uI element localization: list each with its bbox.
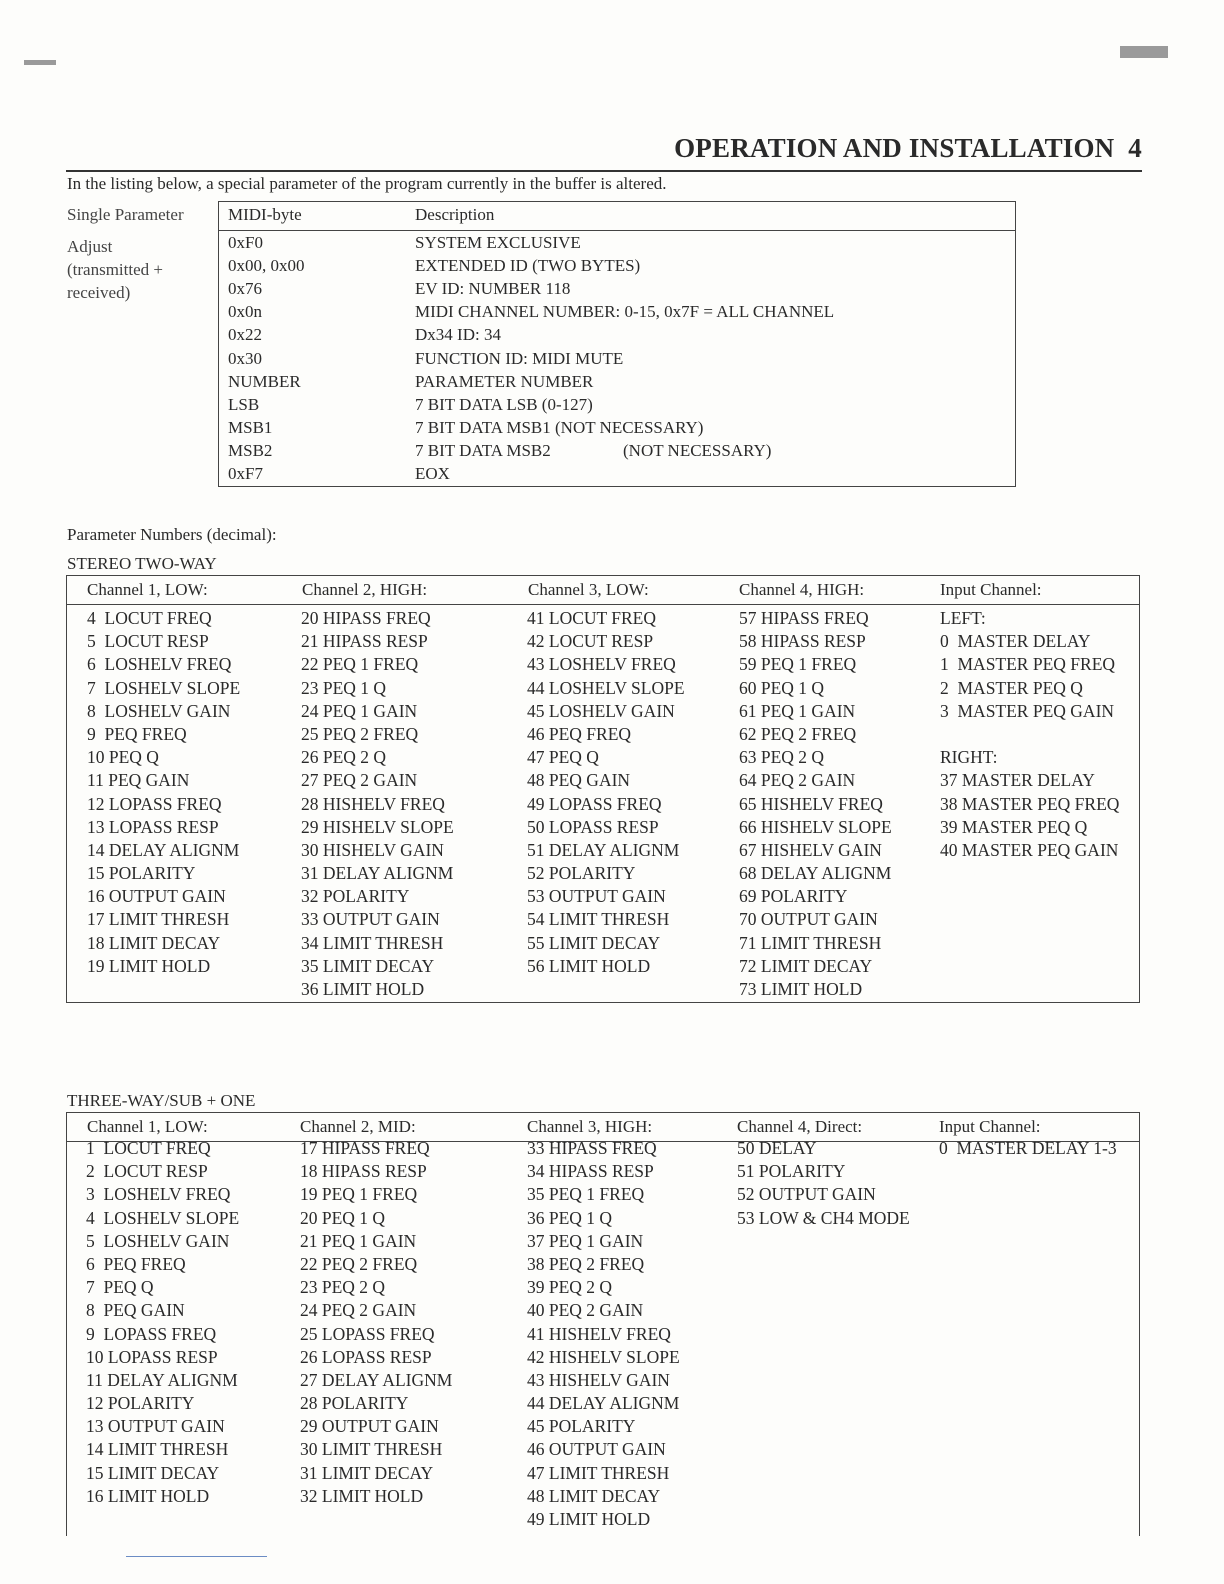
- param-item: 66 HISHELV SLOPE: [739, 816, 892, 837]
- param-item: 23 PEQ 1 Q: [301, 677, 387, 698]
- column-header: Channel 4, Direct:: [737, 1117, 863, 1136]
- description-cell: 7 BIT DATA LSB (0-127): [415, 394, 593, 414]
- param-item: 35 PEQ 1 FREQ: [527, 1184, 645, 1205]
- param-item: 43 HISHELV GAIN: [527, 1369, 670, 1390]
- threeway-label: THREE-WAY/SUB + ONE: [67, 1091, 256, 1110]
- description-note: (NOT NECESSARY): [623, 440, 772, 460]
- column-header: Input Channel:: [939, 1117, 1041, 1136]
- column-header: Channel 3, LOW:: [528, 580, 649, 599]
- threeway-table: [66, 1112, 1140, 1536]
- param-item: 17 LIMIT THRESH: [87, 909, 230, 930]
- column-header: Channel 2, HIGH:: [302, 580, 428, 599]
- param-item: 11 PEQ GAIN: [87, 770, 190, 791]
- param-item: 9 LOPASS FREQ: [86, 1323, 217, 1344]
- param-item: 25 PEQ 2 FREQ: [301, 723, 419, 744]
- stereo-table: [66, 575, 1140, 1003]
- sysex-row: [219, 464, 1015, 487]
- param-item: 5 LOSHELV GAIN: [86, 1230, 230, 1251]
- footer-line: [126, 1556, 267, 1557]
- column-header: Input Channel:: [940, 580, 1042, 599]
- param-item: 19 LIMIT HOLD: [87, 955, 211, 976]
- param-item: 3 MASTER PEQ GAIN: [940, 700, 1115, 721]
- param-item: 51 DELAY ALIGNM: [527, 839, 680, 860]
- sysex-row: [219, 418, 1015, 441]
- param-item: 33 HIPASS FREQ: [527, 1138, 657, 1158]
- page-header: [674, 133, 1142, 164]
- param-item: 14 LIMIT THRESH: [86, 1439, 229, 1460]
- param-item: RIGHT:: [940, 747, 998, 768]
- sysex-table-header: [219, 202, 1015, 231]
- param-item: 43 LOSHELV FREQ: [527, 654, 676, 675]
- param-item: LEFT:: [940, 608, 986, 628]
- param-item: 4 LOCUT FREQ: [87, 608, 212, 628]
- column-header: Channel 3, HIGH:: [527, 1117, 653, 1136]
- param-item: 24 PEQ 1 GAIN: [301, 700, 418, 721]
- param-item: 24 PEQ 2 GAIN: [300, 1300, 417, 1321]
- param-item: 40 MASTER PEQ GAIN: [940, 839, 1119, 860]
- description-cell: SYSTEM EXCLUSIVE: [415, 233, 581, 252]
- param-item: 35 LIMIT DECAY: [301, 955, 435, 976]
- param-numbers-label: Parameter Numbers (decimal):: [67, 525, 277, 544]
- param-item: 73 LIMIT HOLD: [739, 979, 863, 999]
- param-item: 21 HIPASS RESP: [301, 631, 428, 652]
- param-item: 22 PEQ 1 FREQ: [301, 654, 419, 675]
- param-item: 0 MASTER DELAY: [940, 631, 1091, 652]
- param-item: 21 PEQ 1 GAIN: [300, 1230, 417, 1251]
- param-item: 2 LOCUT RESP: [86, 1161, 208, 1182]
- param-item: 53 LOW & CH4 MODE: [737, 1207, 910, 1228]
- description-cell: Dx34 ID: 34: [415, 325, 501, 345]
- sysex-row: [219, 256, 1015, 279]
- param-item: 62 PEQ 2 FREQ: [739, 723, 857, 744]
- param-item: 46 PEQ FREQ: [527, 723, 632, 744]
- param-item: 67 HISHELV GAIN: [739, 839, 882, 860]
- sysex-row: [219, 441, 1015, 464]
- param-item: 37 MASTER DELAY: [940, 770, 1095, 791]
- param-item: 16 LIMIT HOLD: [86, 1485, 210, 1506]
- page-number: 4: [1128, 133, 1142, 163]
- intro-text: In the listing below, a special parameter of the program currently in the buffer is altered.: [67, 174, 667, 193]
- scan-mark-left: [24, 60, 56, 65]
- param-column: [527, 1138, 680, 1532]
- param-item: [940, 724, 1119, 747]
- param-item: 53 OUTPUT GAIN: [527, 886, 666, 907]
- param-item: 52 OUTPUT GAIN: [737, 1184, 876, 1205]
- param-item: 36 LIMIT HOLD: [301, 979, 425, 999]
- param-item: 69 POLARITY: [739, 886, 848, 907]
- param-item: 68 DELAY ALIGNM: [739, 863, 892, 884]
- param-column: [86, 1138, 239, 1509]
- param-item: 49 LIMIT HOLD: [527, 1509, 651, 1529]
- sysex-row: [219, 302, 1015, 325]
- param-item: 54 LIMIT THRESH: [527, 909, 670, 930]
- column-header: Channel 1, LOW:: [87, 1117, 208, 1136]
- param-item: 26 PEQ 2 Q: [301, 747, 387, 768]
- sysex-row: [219, 233, 1015, 256]
- param-item: 50 LOPASS RESP: [527, 816, 659, 837]
- sysex-table: [218, 201, 1016, 487]
- param-item: 33 OUTPUT GAIN: [301, 909, 440, 930]
- param-item: 4 LOSHELV SLOPE: [86, 1207, 240, 1228]
- column-header: Channel 1, LOW:: [87, 580, 208, 599]
- param-item: 0 MASTER DELAY 1-3: [939, 1138, 1117, 1158]
- param-item: 46 OUTPUT GAIN: [527, 1439, 666, 1460]
- param-item: 72 LIMIT DECAY: [739, 955, 873, 976]
- param-item: 38 PEQ 2 FREQ: [527, 1253, 645, 1274]
- param-item: 16 OUTPUT GAIN: [87, 886, 226, 907]
- param-item: 30 HISHELV GAIN: [301, 839, 444, 860]
- param-item: 39 PEQ 2 Q: [527, 1277, 613, 1298]
- param-item: 29 HISHELV SLOPE: [301, 816, 454, 837]
- sysex-row: [219, 395, 1015, 418]
- param-column: [87, 608, 240, 979]
- description-cell: EV ID: NUMBER 118: [415, 279, 571, 299]
- param-item: 20 HIPASS FREQ: [301, 608, 431, 628]
- param-item: 8 PEQ GAIN: [86, 1300, 185, 1321]
- param-item: 18 HIPASS RESP: [300, 1161, 427, 1182]
- description-cell: FUNCTION ID: MIDI MUTE: [415, 348, 624, 368]
- param-item: 41 HISHELV FREQ: [527, 1323, 671, 1344]
- param-column: [939, 1138, 1117, 1161]
- param-column: [527, 608, 685, 979]
- param-item: 55 LIMIT DECAY: [527, 932, 661, 953]
- param-item: 39 MASTER PEQ Q: [940, 816, 1088, 837]
- description-cell: 7 BIT DATA MSB2: [415, 440, 551, 460]
- param-item: 51 POLARITY: [737, 1161, 846, 1182]
- param-item: 6 LOSHELV FREQ: [87, 654, 232, 675]
- param-item: 61 PEQ 1 GAIN: [739, 700, 856, 721]
- param-item: 17 HIPASS FREQ: [300, 1138, 430, 1158]
- param-item: 15 LIMIT DECAY: [86, 1462, 220, 1483]
- midi-byte-cell: 0x76: [228, 279, 262, 299]
- midi-byte-cell: 0x22: [228, 325, 262, 345]
- param-item: 48 PEQ GAIN: [527, 770, 631, 791]
- sysex-row: [219, 372, 1015, 395]
- param-item: 14 DELAY ALIGNM: [87, 839, 240, 860]
- param-item: 25 LOPASS FREQ: [300, 1323, 435, 1344]
- param-item: 13 OUTPUT GAIN: [86, 1416, 225, 1437]
- header-title: OPERATION AND INSTALLATION: [674, 133, 1115, 163]
- param-item: 10 LOPASS RESP: [86, 1346, 218, 1367]
- param-column: [300, 1138, 452, 1509]
- stereo-label: STEREO TWO-WAY: [67, 554, 217, 573]
- param-item: 40 PEQ 2 GAIN: [527, 1300, 644, 1321]
- param-item: 45 POLARITY: [527, 1416, 636, 1437]
- param-item: 65 HISHELV FREQ: [739, 793, 883, 814]
- param-item: 63 PEQ 2 Q: [739, 747, 825, 768]
- param-item: 28 HISHELV FREQ: [301, 793, 445, 814]
- param-item: 52 POLARITY: [527, 863, 636, 884]
- param-item: 34 LIMIT THRESH: [301, 932, 444, 953]
- param-item: 42 LOCUT RESP: [527, 631, 654, 652]
- param-item: 1 MASTER PEQ FREQ: [940, 654, 1116, 675]
- param-item: 12 LOPASS FREQ: [87, 793, 222, 814]
- param-item: 71 LIMIT THRESH: [739, 932, 882, 953]
- param-item: 32 LIMIT HOLD: [300, 1485, 424, 1506]
- description-cell: EOX: [415, 464, 450, 483]
- param-item: 8 LOSHELV GAIN: [87, 700, 231, 721]
- param-item: 34 HIPASS RESP: [527, 1161, 654, 1182]
- param-item: 18 LIMIT DECAY: [87, 932, 221, 953]
- header-description: Description: [415, 205, 495, 224]
- param-item: 37 PEQ 1 GAIN: [527, 1230, 644, 1251]
- param-item: 19 PEQ 1 FREQ: [300, 1184, 418, 1205]
- param-item: 20 PEQ 1 Q: [300, 1207, 386, 1228]
- scan-mark-right: [1120, 46, 1168, 58]
- header-midi-byte: MIDI-byte: [228, 205, 302, 224]
- param-item: 23 PEQ 2 Q: [300, 1277, 386, 1298]
- midi-byte-cell: 0x30: [228, 348, 262, 368]
- param-item: 32 POLARITY: [301, 886, 410, 907]
- description-cell: MIDI CHANNEL NUMBER: 0-15, 0x7F = ALL CHANNEL: [415, 302, 835, 322]
- param-item: 30 LIMIT THRESH: [300, 1439, 443, 1460]
- midi-byte-cell: 0xF7: [228, 464, 263, 483]
- column-header: Channel 4, HIGH:: [739, 580, 865, 599]
- param-item: 3 LOSHELV FREQ: [86, 1184, 231, 1205]
- param-column: [940, 608, 1119, 863]
- param-item: 48 LIMIT DECAY: [527, 1485, 661, 1506]
- param-item: 11 DELAY ALIGNM: [86, 1369, 238, 1390]
- param-item: 49 LOPASS FREQ: [527, 793, 662, 814]
- param-item: 31 LIMIT DECAY: [300, 1462, 434, 1483]
- midi-byte-cell: MSB1: [228, 417, 273, 437]
- param-item: 44 DELAY ALIGNM: [527, 1393, 680, 1414]
- midi-byte-cell: 0x0n: [228, 302, 262, 322]
- param-item: 27 PEQ 2 GAIN: [301, 770, 418, 791]
- description-cell: PARAMETER NUMBER: [415, 371, 594, 391]
- param-column: [737, 1138, 910, 1231]
- param-item: 5 LOCUT RESP: [87, 631, 209, 652]
- midi-byte-cell: LSB: [228, 394, 260, 414]
- param-item: 47 LIMIT THRESH: [527, 1462, 670, 1483]
- column-header: Channel 2, MID:: [300, 1117, 416, 1136]
- param-item: 47 PEQ Q: [527, 747, 599, 768]
- sysex-row: [219, 349, 1015, 372]
- header-rule: [66, 170, 1142, 172]
- param-item: 29 OUTPUT GAIN: [300, 1416, 439, 1437]
- sysex-row: [219, 325, 1015, 348]
- param-item: 12 POLARITY: [86, 1393, 195, 1414]
- param-item: 70 OUTPUT GAIN: [739, 909, 878, 930]
- midi-byte-cell: 0x00, 0x00: [228, 256, 305, 276]
- param-item: 7 LOSHELV SLOPE: [87, 677, 241, 698]
- param-item: 59 PEQ 1 FREQ: [739, 654, 857, 675]
- param-item: 7 PEQ Q: [86, 1277, 154, 1298]
- param-item: 9 PEQ FREQ: [87, 723, 187, 744]
- param-item: 44 LOSHELV SLOPE: [527, 677, 685, 698]
- param-item: 36 PEQ 1 Q: [527, 1207, 613, 1228]
- param-item: 22 PEQ 2 FREQ: [300, 1253, 418, 1274]
- description-cell: EXTENDED ID (TWO BYTES): [415, 256, 641, 276]
- single-param-sublabel: Adjust (transmitted + received): [67, 237, 163, 302]
- param-item: 60 PEQ 1 Q: [739, 677, 825, 698]
- param-item: 28 POLARITY: [300, 1393, 409, 1414]
- midi-byte-cell: NUMBER: [228, 371, 301, 391]
- param-item: 6 PEQ FREQ: [86, 1253, 186, 1274]
- param-item: 2 MASTER PEQ Q: [940, 677, 1083, 698]
- single-param-label: Single Parameter: [67, 205, 184, 224]
- param-item: 56 LIMIT HOLD: [527, 955, 651, 976]
- param-item: 45 LOSHELV GAIN: [527, 700, 675, 721]
- param-item: 41 LOCUT FREQ: [527, 608, 656, 628]
- midi-byte-cell: MSB2: [228, 440, 273, 460]
- param-item: 50 DELAY: [737, 1138, 817, 1158]
- param-item: 13 LOPASS RESP: [87, 816, 219, 837]
- param-item: 26 LOPASS RESP: [300, 1346, 432, 1367]
- param-item: 31 DELAY ALIGNM: [301, 863, 454, 884]
- param-item: 27 DELAY ALIGNM: [300, 1369, 453, 1390]
- param-item: 1 LOCUT FREQ: [86, 1138, 211, 1158]
- param-item: 15 POLARITY: [87, 863, 196, 884]
- sysex-row: [219, 279, 1015, 302]
- midi-byte-cell: 0xF0: [228, 233, 263, 252]
- param-item: 38 MASTER PEQ FREQ: [940, 793, 1120, 814]
- param-column: [739, 608, 892, 1002]
- param-item: 64 PEQ 2 GAIN: [739, 770, 856, 791]
- description-cell: 7 BIT DATA MSB1 (NOT NECESSARY): [415, 417, 704, 437]
- param-item: 42 HISHELV SLOPE: [527, 1346, 680, 1367]
- param-column: [301, 608, 454, 1002]
- param-item: 58 HIPASS RESP: [739, 631, 866, 652]
- param-item: 10 PEQ Q: [87, 747, 159, 768]
- param-item: 57 HIPASS FREQ: [739, 608, 869, 628]
- stereo-table-header: [67, 576, 1139, 605]
